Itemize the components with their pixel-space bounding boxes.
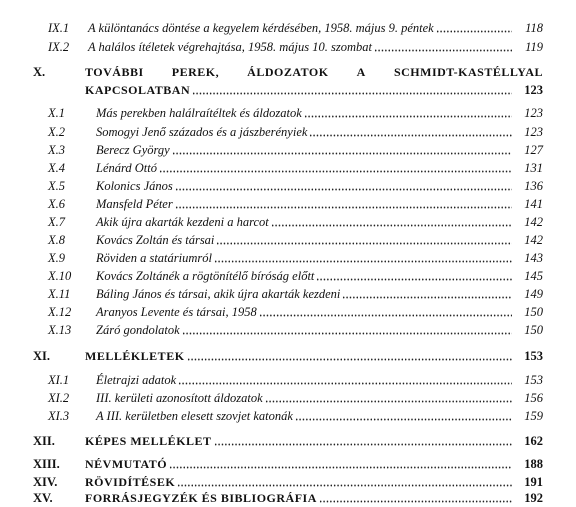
entry-page: 119 xyxy=(525,40,543,54)
entry-number: XI.2 xyxy=(48,391,70,405)
entry-number: X.4 xyxy=(48,161,66,175)
toc-chapter-xii[interactable] xyxy=(0,429,576,449)
chapter-title-continued: KAPCSOLATBAN xyxy=(85,83,191,97)
entry-page: 149 xyxy=(524,287,543,301)
toc-entry-ix-2[interactable] xyxy=(0,35,576,55)
chapter-title-word: ÁLDOZATOK xyxy=(247,65,329,79)
dot-leader xyxy=(169,456,512,469)
entry-title: Mansfeld Péter xyxy=(96,197,173,211)
entry-number: X.9 xyxy=(48,251,66,265)
entry-title: Akik újra akarták kezdeni a harcot xyxy=(96,215,269,229)
entry-page: 153 xyxy=(524,373,543,387)
entry-number: IX.1 xyxy=(48,21,70,35)
toc-entry-x-10[interactable] xyxy=(0,264,576,284)
entry-page: 159 xyxy=(524,409,543,423)
chapter-number: XI. xyxy=(33,349,51,363)
dot-leader xyxy=(175,178,512,191)
toc-entry-xi-1[interactable] xyxy=(0,368,576,388)
toc-entry-x-11[interactable] xyxy=(0,282,576,302)
dot-leader xyxy=(319,490,512,503)
toc-entry-x-2[interactable] xyxy=(0,120,576,140)
dot-leader xyxy=(265,390,512,403)
entry-page: 131 xyxy=(524,161,543,175)
entry-title: A különtanács döntése a kegyelem kérdésében, 1958. május 9. péntek xyxy=(88,21,434,35)
dot-leader xyxy=(309,124,512,137)
dot-leader xyxy=(316,268,512,281)
entry-title: Életrajzi adatok xyxy=(96,373,177,387)
chapter-title-word: TOVÁBBI xyxy=(85,65,144,79)
entry-page: 150 xyxy=(524,305,543,319)
chapter-page: 162 xyxy=(524,434,543,448)
dot-leader xyxy=(295,408,512,421)
dot-leader xyxy=(436,20,512,33)
chapter-page: 188 xyxy=(524,457,543,471)
entry-page: 127 xyxy=(524,143,543,157)
chapter-title: NÉVMUTATÓ xyxy=(85,457,168,471)
entry-number: X.1 xyxy=(48,106,66,120)
entry-title: Aranyos Levente és társai, 1958 xyxy=(96,305,257,319)
entry-number: IX.2 xyxy=(48,40,70,54)
entry-number: X.3 xyxy=(48,143,66,157)
chapter-page: 192 xyxy=(524,491,543,505)
entry-title: Más perekben halálraítéltek és áldozatok xyxy=(96,106,302,120)
toc-entry-x-6[interactable] xyxy=(0,192,576,212)
entry-number: X.11 xyxy=(48,287,71,301)
entry-page: 123 xyxy=(524,125,543,139)
entry-number: X.13 xyxy=(48,323,72,337)
entry-number: XI.3 xyxy=(48,409,70,423)
entry-page: 143 xyxy=(524,251,543,265)
dot-leader xyxy=(259,304,512,317)
toc-entry-x-8[interactable] xyxy=(0,228,576,248)
entry-page: 136 xyxy=(524,179,543,193)
chapter-number: XV. xyxy=(33,491,53,505)
toc-chapter-xiii[interactable] xyxy=(0,452,576,472)
chapter-number: XIII. xyxy=(33,457,60,471)
dot-leader xyxy=(342,286,512,299)
dot-leader xyxy=(216,232,512,245)
entry-title: Somogyi Jenő százados és a jászberényiek xyxy=(96,125,308,139)
entry-page: 123 xyxy=(524,106,543,120)
chapter-page: 191 xyxy=(524,475,543,489)
entry-number: X.5 xyxy=(48,179,66,193)
entry-title: Kolonics János xyxy=(96,179,173,193)
dot-leader xyxy=(214,433,512,446)
entry-page: 156 xyxy=(524,391,543,405)
entry-number: X.12 xyxy=(48,305,72,319)
entry-page: 141 xyxy=(524,197,543,211)
toc-entry-x-1[interactable] xyxy=(0,101,576,121)
entry-title: Lénárd Ottó xyxy=(96,161,157,175)
chapter-title: MELLÉKLETEK xyxy=(85,349,185,363)
entry-number: XI.1 xyxy=(48,373,70,387)
entry-page: 145 xyxy=(524,269,543,283)
toc-entry-x-5[interactable] xyxy=(0,174,576,194)
chapter-title: RÖVIDÍTÉSEK xyxy=(85,475,176,489)
entry-page: 118 xyxy=(525,21,543,35)
dot-leader xyxy=(214,250,512,263)
entry-title: Kovács Zoltán és társai xyxy=(96,233,215,247)
chapter-page: 123 xyxy=(524,83,543,97)
dot-leader xyxy=(304,105,512,118)
entry-page: 142 xyxy=(524,215,543,229)
toc-chapter-x[interactable] xyxy=(0,60,576,80)
entry-title: Báling János és társai, akik újra akarták kezdeni xyxy=(96,287,341,301)
chapter-number: XIV. xyxy=(33,475,58,489)
chapter-title-word: SCHMIDT-KASTÉLLYAL xyxy=(393,65,543,79)
toc-entry-x-3[interactable] xyxy=(0,138,576,158)
entry-number: X.10 xyxy=(48,269,72,283)
chapter-number: X. xyxy=(33,65,46,79)
dot-leader xyxy=(182,322,512,335)
entry-number: X.2 xyxy=(48,125,66,139)
dot-leader xyxy=(172,142,512,155)
chapter-title-word: A xyxy=(356,65,366,79)
entry-number: X.6 xyxy=(48,197,66,211)
chapter-title: FORRÁSJEGYZÉK ÉS BIBLIOGRÁFIA xyxy=(85,491,317,505)
toc-entry-x-7[interactable] xyxy=(0,210,576,230)
toc-chapter-xv[interactable] xyxy=(0,486,576,506)
chapter-page: 153 xyxy=(524,349,543,363)
entry-title: Kovács Zoltánék a rögtönítélő bíróság előtt xyxy=(96,269,315,283)
entry-title: Berecz György xyxy=(96,143,170,157)
entry-title: A III. kerületben elesett szovjet katonák xyxy=(96,409,293,423)
dot-leader xyxy=(192,82,512,95)
dot-leader xyxy=(187,348,512,361)
dot-leader xyxy=(159,160,512,173)
entry-number: X.7 xyxy=(48,215,66,229)
entry-page: 150 xyxy=(524,323,543,337)
toc-entry-x-13[interactable] xyxy=(0,318,576,338)
dot-leader xyxy=(178,372,512,385)
entry-title: Röviden a statáriumról xyxy=(96,251,212,265)
toc-entry-xi-3[interactable] xyxy=(0,404,576,424)
dot-leader xyxy=(175,196,512,209)
chapter-title: KÉPES MELLÉKLET xyxy=(85,434,212,448)
entry-title: Záró gondolatok xyxy=(96,323,180,337)
toc-entry-x-12[interactable] xyxy=(0,300,576,320)
toc-chapter-x-continued[interactable] xyxy=(0,78,576,98)
chapter-number: XII. xyxy=(33,434,55,448)
dot-leader xyxy=(374,39,512,52)
toc-entry-ix-1[interactable] xyxy=(0,16,576,36)
toc-entry-xi-2[interactable] xyxy=(0,386,576,406)
chapter-title-word: PEREK, xyxy=(171,65,220,79)
entry-title: A halálos ítéletek végrehajtása, 1958. május 10. szombat xyxy=(88,40,373,54)
toc-chapter-xi[interactable] xyxy=(0,344,576,364)
toc-entry-x-4[interactable] xyxy=(0,156,576,176)
entry-number: X.8 xyxy=(48,233,66,247)
entry-title: III. kerületi azonosított áldozatok xyxy=(96,391,263,405)
entry-page: 142 xyxy=(524,233,543,247)
toc-entry-x-9[interactable] xyxy=(0,246,576,266)
dot-leader xyxy=(271,214,512,227)
